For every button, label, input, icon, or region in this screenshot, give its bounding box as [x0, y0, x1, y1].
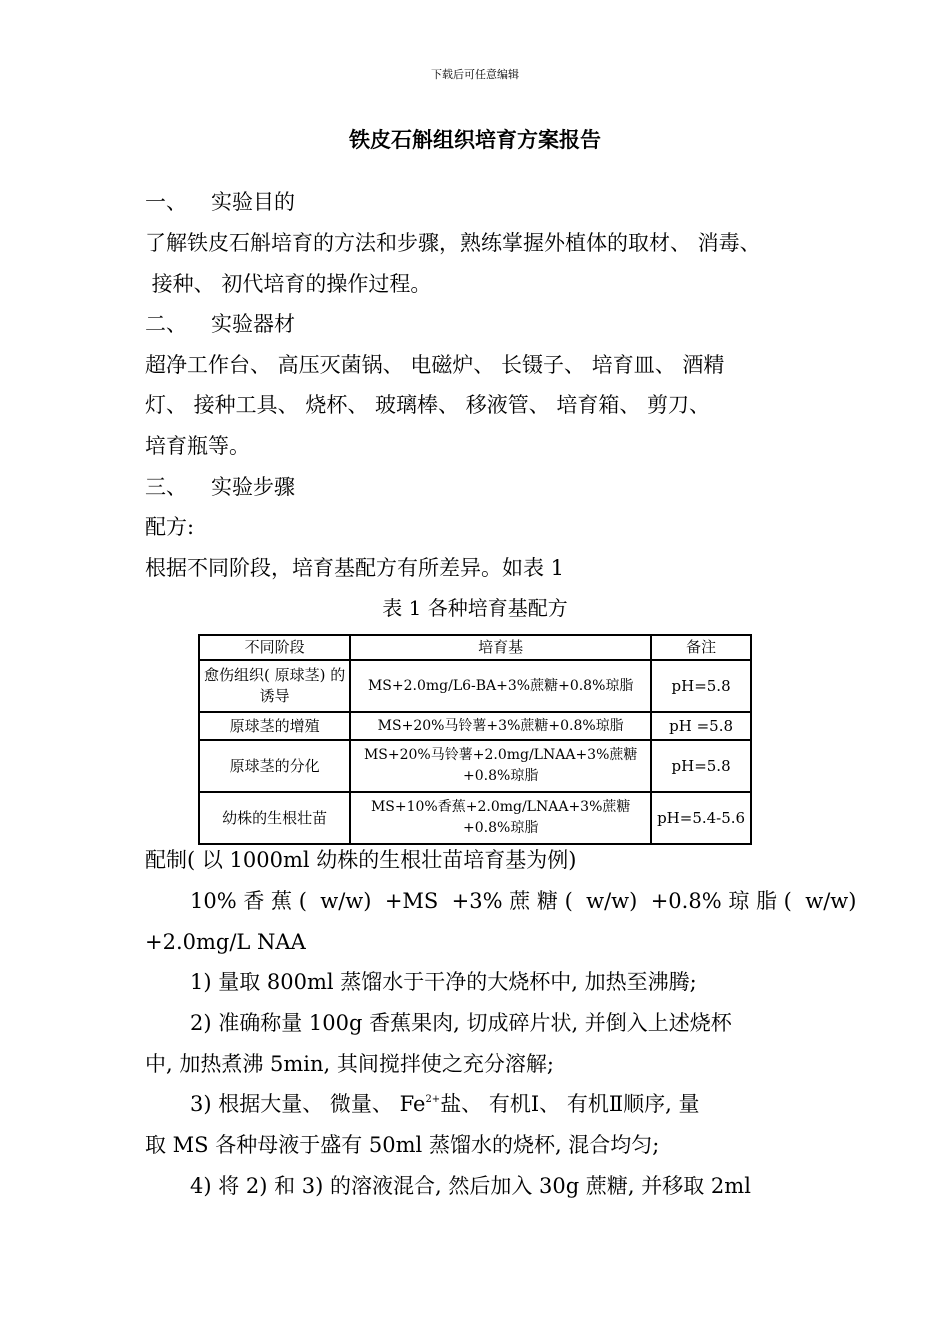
prep-heading: 配制( 以 1000ml 幼株的生根壮苗培育基为例) — [145, 848, 577, 872]
prep-step-2-line-2: 中, 加热煮沸 5min, 其间搅拌使之充分溶解; — [145, 1052, 554, 1076]
section-heading-equipment — [145, 310, 295, 338]
header-cell: 不同阶段 — [199, 635, 350, 660]
equipment-line-3: 培育瓶等。 — [145, 434, 250, 458]
equipment-line-1: 超净工作台、 高压灭菌锅、 电磁炉、 长镊子、 培育皿、 酒精 — [145, 353, 725, 377]
note-cell: pH=5.8 — [651, 740, 751, 792]
prep-step-2-line-1: 2) 准确称量 100g 香蕉果肉, 切成碎片状, 并倒入上述烧杯 — [190, 1011, 732, 1035]
section-number: 一、 — [145, 190, 187, 214]
section-title: 实验步骤 — [211, 475, 295, 499]
section-number: 三、 — [145, 475, 187, 499]
table-caption: 表 1 各种培育基配方 — [382, 596, 568, 620]
section-heading-steps — [145, 473, 295, 501]
prep-step-3-line-1 — [190, 1090, 699, 1118]
note-cell: pH =5.8 — [651, 712, 751, 740]
purpose-line-1: 了解铁皮石斛培育的方法和步骤，熟练掌握外植体的取材、 消毒、 — [145, 231, 761, 255]
superscript: 2+ — [425, 1094, 441, 1105]
stage-cell: 幼株的生根壮苗 — [199, 792, 350, 844]
step-text: 盐、 有机Ⅰ、 有机Ⅱ顺序, 量 — [440, 1092, 700, 1116]
note-cell: pH=5.8 — [651, 660, 751, 712]
step-text: 3) 根据大量、 微量、 Fe — [190, 1092, 426, 1116]
table-row — [199, 712, 751, 740]
section-title: 实验器材 — [211, 312, 295, 336]
header-cell: 培育基 — [350, 635, 651, 660]
table-row — [199, 660, 751, 712]
header-note: 下载后可任意编辑 — [431, 68, 519, 81]
stage-cell: 原球茎的增殖 — [199, 712, 350, 740]
media-formula-table — [198, 634, 752, 845]
table-header-row — [199, 635, 751, 660]
medium-cell: MS+2.0mg/L6-BA+3%蔗糖+0.8%琼脂 — [350, 660, 651, 712]
equipment-line-2: 灯、 接种工具、 烧杯、 玻璃棒、 移液管、 培育箱、 剪刀、 — [145, 393, 711, 417]
prep-step-4-line-1: 4) 将 2) 和 3) 的溶液混合, 然后加入 30g 蔗糖, 并移取 2ml — [190, 1174, 751, 1198]
note-cell: pH=5.4-5.6 — [651, 792, 751, 844]
medium-cell: MS+20%马铃薯+3%蔗糖+0.8%琼脂 — [350, 712, 651, 740]
table-row — [199, 740, 751, 792]
header-cell: 备注 — [651, 635, 751, 660]
stage-cell: 原球茎的分化 — [199, 740, 350, 792]
prep-step-3-line-2: 取 MS 各种母液于盛有 50ml 蒸馏水的烧杯, 混合均匀; — [145, 1133, 660, 1157]
prep-step-1: 1) 量取 800ml 蒸馏水于干净的大烧杯中, 加热至沸腾; — [190, 970, 697, 994]
section-heading-purpose — [145, 188, 295, 216]
prep-formula-line-2: +2.0mg/L NAA — [145, 930, 306, 954]
medium-cell: MS+20%马铃薯+2.0mg/LNAA+3%蔗糖+0.8%琼脂 — [350, 740, 651, 792]
document-title: 铁皮石斛组织培育方案报告 — [349, 127, 601, 152]
prep-formula-line-1: 10% 香 蕉 ( w/w) +MS +3% 蔗 糖 ( w/w) +0.8% 琼 脂 ( w/w) — [190, 889, 857, 913]
medium-cell: MS+10%香蕉+2.0mg/LNAA+3%蔗糖+0.8%琼脂 — [350, 792, 651, 844]
purpose-line-2: 接种、 初代培育的操作过程。 — [145, 272, 432, 296]
formula-label: 配方: — [145, 515, 195, 539]
stage-cell: 愈伤组织( 原球茎) 的诱导 — [199, 660, 350, 712]
section-title: 实验目的 — [211, 190, 295, 214]
table-row — [199, 792, 751, 844]
formula-intro: 根据不同阶段，培育基配方有所差异。如表 1 — [145, 556, 565, 580]
section-number: 二、 — [145, 312, 187, 336]
